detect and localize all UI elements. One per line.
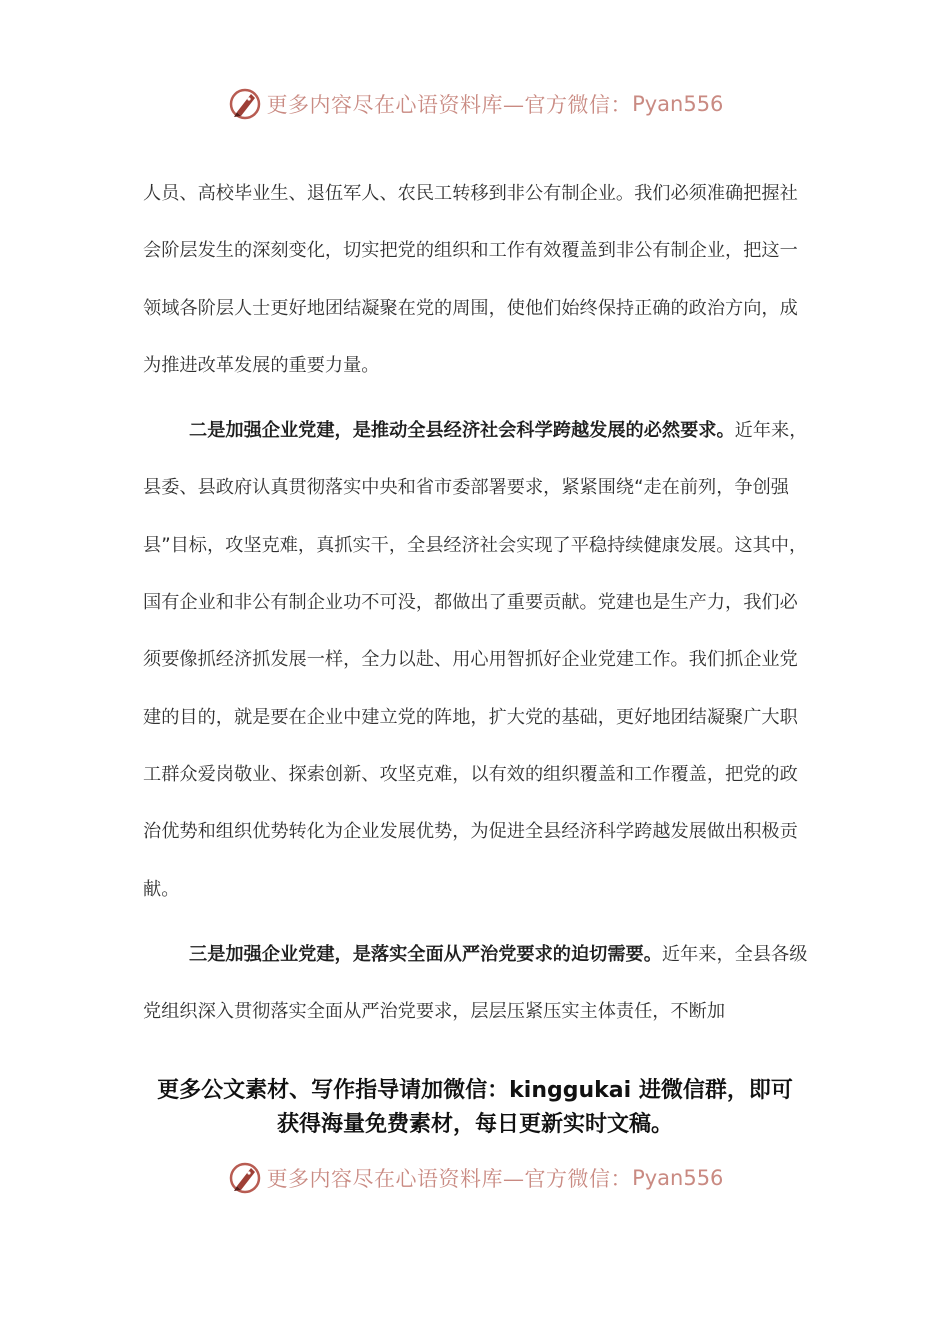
- watermark-text: 更多内容尽在心语资料库—官方微信：: [266, 1167, 633, 1191]
- header-watermark: [0, 84, 950, 124]
- pen-nib-icon: [227, 1160, 263, 1196]
- document-body: [143, 165, 811, 1048]
- paragraph-lead: 三是加强企业党建，是落实全面从严治党要求的迫切需要。: [189, 943, 662, 965]
- paragraph-lead: 二是加强企业党建，是推动全县经济社会科学跨越发展的必然要求。: [189, 420, 735, 442]
- watermark-wechat-id: Pyan556: [632, 1166, 724, 1190]
- watermark-text: 更多内容尽在心语资料库—官方微信：: [266, 93, 633, 117]
- footer-watermark: [0, 1158, 950, 1198]
- paragraph-third-point: [143, 926, 811, 1041]
- promo-line-1: 更多公文素材、写作指导请加微信：kinggukai 进微信群，即可: [157, 1078, 793, 1103]
- paragraph-text: 人员、高校毕业生、退伍军人、农民工转移到非公有制企业。我们必须准确把握社会阶层发生的深刻变化，切实把党的组织和工作有效覆盖到非公有制企业，把这一领域各阶层人士更好地团结凝聚在党的周围，使他们始终保持正确的政治方向，成为推进改革发展的重要力量。: [143, 183, 798, 376]
- promo-line-2: 获得海量免费素材，每日更新实时文稿。: [276, 1112, 673, 1137]
- paragraph-text: 近年来，县委、县政府认真贯彻落实中央和省市委部署要求，紧紧围绕“走在前列，争创强县”目标，攻坚克难，真抓实干，全县经济社会实现了平稳持续健康发展。这其中，国有企业和非公有制企业功不可没，都做出了重要贡献。党建也是生产力，我们必须要像抓经济抓发展一样，全力以赴、用心用智抓好企业党建工作。我们抓企业党建的目的，就是要在企业中建立党的阵地，扩大党的基础，更好地团结凝聚广大职工群众爱岗敬业、探索创新、攻坚克难，以有效的组织覆盖和工作覆盖，把党的政治优势和组织优势转化为企业发展优势，为促进全县经济科学跨越发展做出积极贡献。: [143, 420, 808, 900]
- watermark-wechat-id: Pyan556: [632, 92, 724, 116]
- pen-nib-icon: [227, 86, 263, 122]
- promo-notice: [110, 1074, 840, 1142]
- paragraph-continuation: [143, 165, 811, 394]
- paragraph-second-point: [143, 402, 811, 918]
- paragraph-text: 近年来，全县各级党组织深入贯彻落实全面从严治党要求，层层压紧压实主体责任，不断加: [143, 943, 808, 1023]
